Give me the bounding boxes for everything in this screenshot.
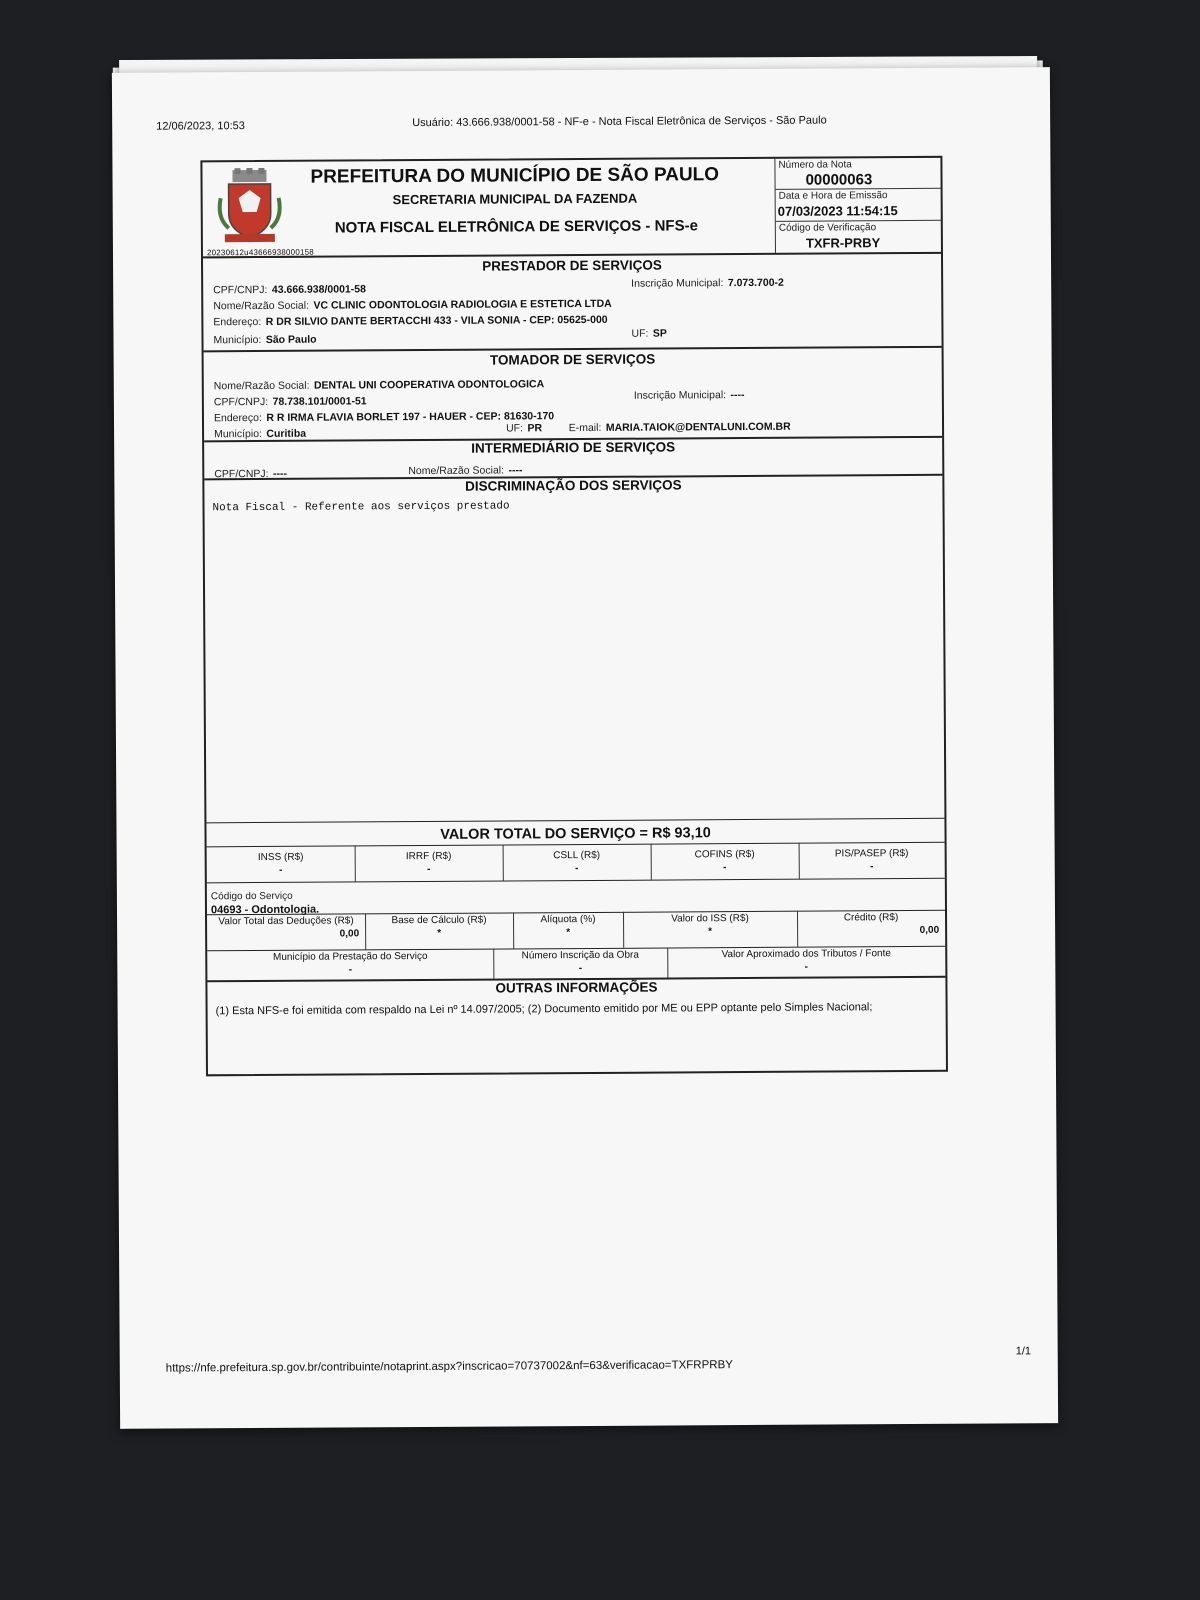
tributo-pis-pasep: PIS/PASEP (R$) - bbox=[834, 848, 909, 873]
data-emissao: 07/03/2023 11:54:15 bbox=[777, 203, 898, 219]
prestador-cnpj: 43.666.938/0001-58 bbox=[271, 283, 366, 296]
tributo-cofins: COFINS (R$) - bbox=[694, 848, 755, 874]
prestador-endereco-label: Endereço: bbox=[213, 315, 262, 329]
city-coat-of-arms-icon bbox=[216, 168, 282, 246]
prestador-nome: VC CLINIC ODONTOLOGIA RADIOLOGIA E ESTETICA LTDA bbox=[313, 297, 612, 312]
secretaria-title: SECRETARIA MUNICIPAL DA FAZENDA bbox=[392, 190, 638, 208]
calc-aliquota: Alíquota (%) * bbox=[540, 913, 596, 939]
codigo-verificacao: TXFR-PRBY bbox=[805, 235, 881, 251]
tomador-cnpj-label: CPF/CNPJ: bbox=[213, 395, 269, 409]
prefeitura-title: PREFEITURA DO MUNICÍPIO DE SÃO PAULO bbox=[310, 164, 720, 188]
prestador-im-label: Inscrição Municipal: bbox=[631, 277, 724, 290]
prestador-municipio: São Paulo bbox=[265, 333, 317, 346]
footer-url: https://nfe.prefeitura.sp.gov.br/contribuinte/notaprint.aspx?inscricao=70737002&nf=63&verificacao=TXFRPRBY bbox=[165, 1359, 733, 1375]
barcode-text: 20230612u43666938000158 bbox=[206, 247, 314, 258]
nota-info-box bbox=[774, 158, 942, 253]
invoice-page bbox=[112, 67, 1058, 1429]
municipio-prestacao: Município da Prestação do Serviço - bbox=[272, 950, 428, 976]
calc-iss: Valor do ISS (R$) * bbox=[671, 913, 749, 938]
intermediario-cnpj-label: CPF/CNPJ: bbox=[214, 467, 269, 481]
intermediario-section-title: INTERMEDIÁRIO DE SERVIÇOS bbox=[471, 439, 676, 456]
tomador-im-label: Inscrição Municipal: bbox=[633, 389, 727, 402]
tributo-irrf: IRRF (R$) - bbox=[405, 850, 452, 875]
tomador-uf-label: UF: bbox=[506, 422, 524, 435]
codigo-servico: 04693 - Odontologia. bbox=[210, 903, 320, 917]
calc-deducoes: Valor Total das Deduções (R$) 0,00 bbox=[218, 915, 360, 940]
numero-inscricao-obra: Número Inscrição da Obra - bbox=[521, 949, 639, 975]
prestador-municipio-label: Município: bbox=[213, 333, 262, 347]
tomador-endereco-label: Endereço: bbox=[213, 411, 262, 425]
intermediario-cnpj: ---- bbox=[273, 467, 288, 480]
prestador-nome-label: Nome/Razão Social: bbox=[213, 299, 310, 313]
tomador-im: ---- bbox=[730, 389, 745, 402]
nfse-title: NOTA FISCAL ELETRÔNICA DE SERVIÇOS - NFS-e bbox=[334, 217, 698, 237]
print-datetime: 12/06/2023, 10:53 bbox=[156, 120, 245, 133]
valor-aproximado-tributos: Valor Aproximado dos Tributos / Fonte - bbox=[721, 948, 891, 973]
calc-base: Base de Cálculo (R$) * bbox=[391, 914, 487, 939]
intermediario-nome: ---- bbox=[508, 464, 523, 477]
prestador-uf-label: UF: bbox=[631, 327, 649, 340]
tomador-endereco: R R IRMA FLAVIA BORLET 197 - HAUER - CEP: 81630-170 bbox=[266, 410, 555, 424]
prestador-im: 7.073.700-2 bbox=[727, 276, 784, 290]
prestador-section-title: PRESTADOR DE SERVIÇOS bbox=[482, 257, 662, 274]
print-user-line: Usuário: 43.666.938/0001-58 - NF-e - Nota Fiscal Eletrônica de Serviços - São Paulo bbox=[412, 114, 827, 130]
prestador-cnpj-label: CPF/CNPJ: bbox=[213, 283, 268, 297]
page-number: 1/1 bbox=[1015, 1345, 1032, 1358]
tomador-nome-label: Nome/Razão Social: bbox=[213, 379, 310, 393]
tributo-csll: CSLL (R$) - bbox=[553, 849, 601, 875]
numero-nota: 00000063 bbox=[805, 171, 873, 189]
tomador-nome: DENTAL UNI COOPERATIVA ODONTOLOGICA bbox=[313, 378, 545, 392]
calc-credito: Crédito (R$) 0,00 bbox=[843, 912, 940, 936]
verificacao-label: Código de Verificação bbox=[778, 222, 877, 234]
discriminacao-text: Nota Fiscal - Referente aos serviços prestado bbox=[212, 500, 510, 515]
outras-section-title: OUTRAS INFORMAÇÕES bbox=[495, 979, 658, 996]
tomador-municipio-label: Município: bbox=[214, 427, 262, 441]
discriminacao-section-title: DISCRIMINAÇÃO DOS SERVIÇOS bbox=[465, 477, 682, 494]
tributo-inss: INSS (R$) - bbox=[257, 851, 304, 876]
emissao-label: Data e Hora de Emissão bbox=[778, 190, 888, 202]
tomador-section-title: TOMADOR DE SERVIÇOS bbox=[489, 351, 656, 368]
tomador-municipio: Curitiba bbox=[266, 427, 307, 440]
prestador-endereco: R DR SILVIO DANTE BERTACCHI 433 - VILA SONIA - CEP: 05625-000 bbox=[265, 313, 608, 328]
nfse-form bbox=[200, 156, 948, 1077]
numero-label: Número da Nota bbox=[778, 159, 852, 171]
outras-text: (1) Esta NFS-e foi emitida com respaldo na Lei nº 14.097/2005; (2) Documento emitido por ME ou EPP optante pelo Simples Nacional; bbox=[215, 1001, 873, 1018]
tomador-email: MARIA.TAIOK@DENTALUNI.COM.BR bbox=[605, 420, 791, 434]
intermediario-nome-label: Nome/Razão Social: bbox=[408, 464, 505, 478]
tomador-cnpj: 78.738.101/0001-51 bbox=[272, 395, 367, 408]
codigo-servico-label: Código do Serviço bbox=[210, 890, 293, 903]
tomador-email-label: E-mail: bbox=[568, 421, 602, 435]
prestador-uf: SP bbox=[652, 327, 667, 340]
tomador-uf: PR bbox=[527, 422, 543, 435]
valor-total: VALOR TOTAL DO SERVIÇO = R$ 93,10 bbox=[440, 825, 711, 843]
